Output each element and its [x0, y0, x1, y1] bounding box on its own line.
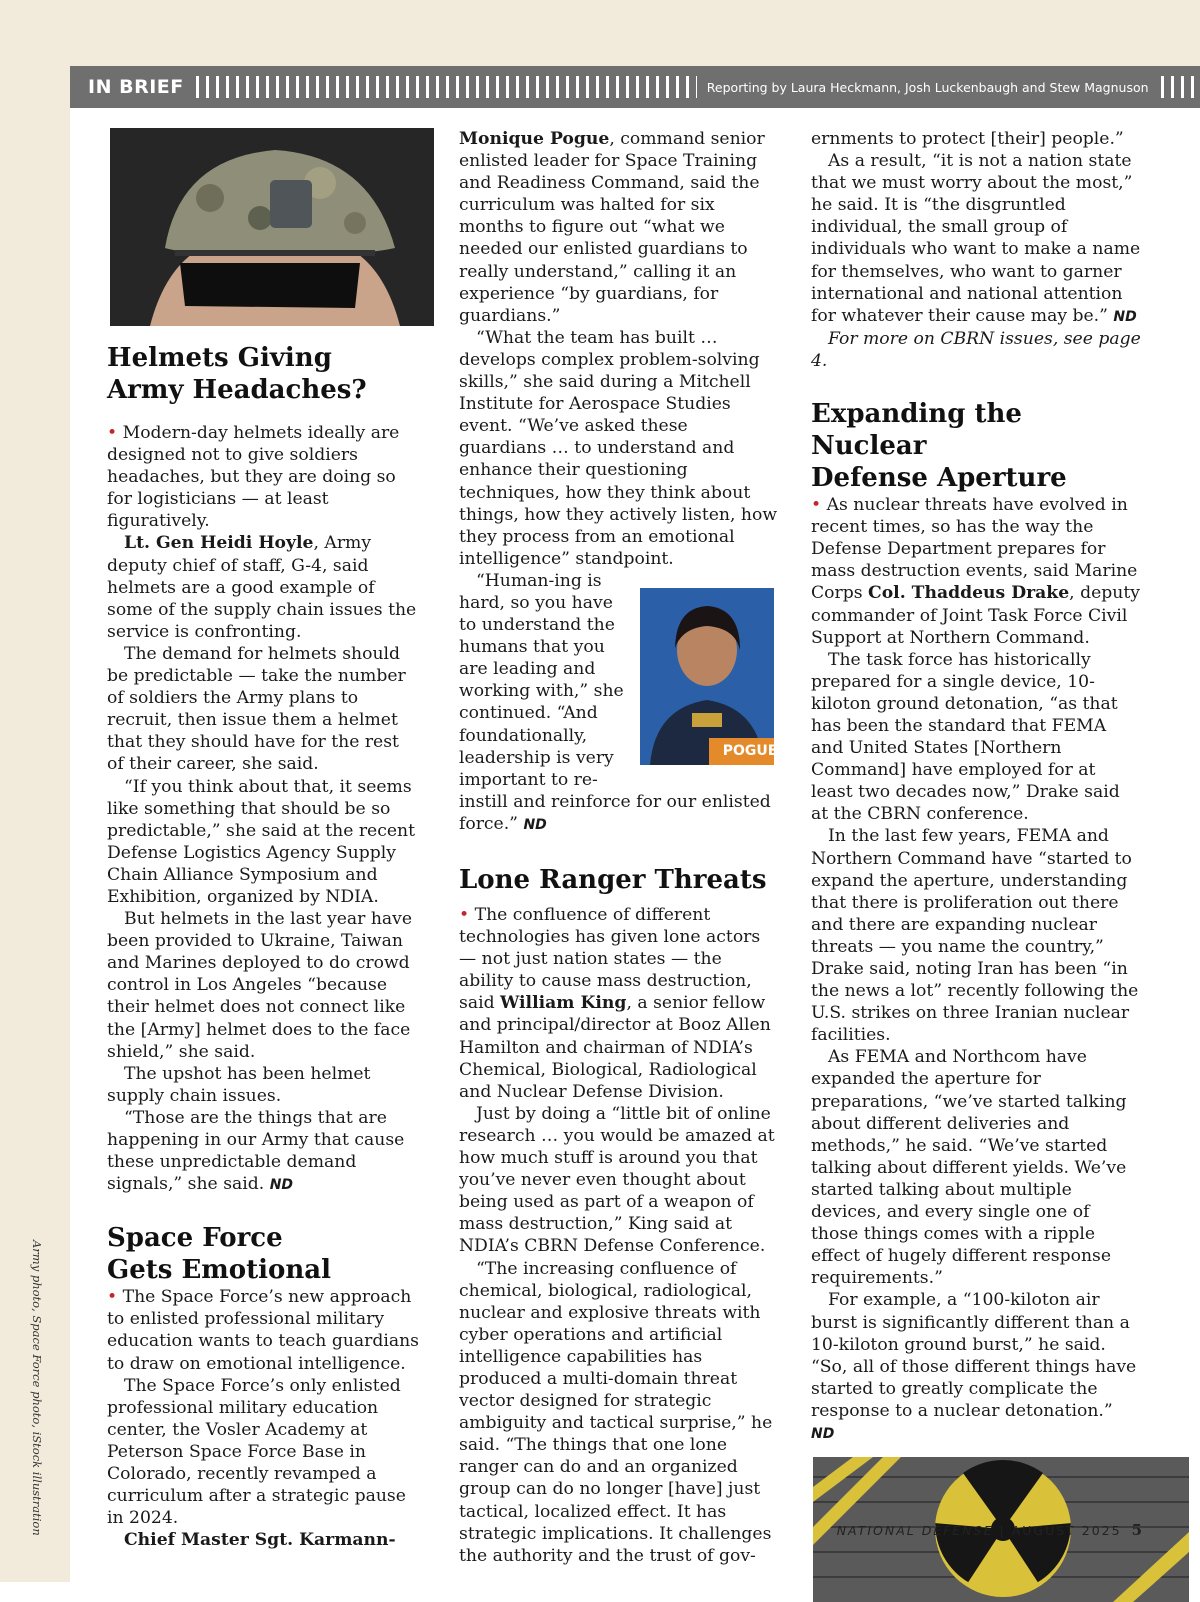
lone-ranger-p4-text: As a result, “it is not a nation state that we must worry about the most,” he said. It is “the disgruntled individual, the small group of individuals who want to make a name for themselves, who want to garner international and national attention for whatever their cause may be.”	[811, 151, 1141, 326]
nuclear-p1-text-a: As nuclear threats have evolved in recent times, so has the way the Defense Department prepares for mass destruction events, said Marine Corps	[811, 495, 1138, 604]
lone-ranger-p2: Just by doing a “little bit of online research … you would be amazed at how much stuff is around you that you’ve never even thought about being used as part of a weapon of mass destruction,” King said at NDIA’s CBRN Defense Conference.	[459, 1103, 775, 1257]
photo-credit-text: Army photo, Space Force photo, iStock illustration	[30, 1240, 44, 1536]
helmets-p2	[107, 532, 419, 642]
nuclear-title-line2: Defense Aperture	[811, 463, 1067, 494]
helmets-p2-text: , Army deputy chief of staff, G-4, said helmets are a good example of some of the supply chain issues the service is confronting.	[107, 533, 417, 642]
lone-ranger-p1-text-a: The confluence of different technologies has given lone actors — not just nation states — the ability to cause mass destruction, said	[459, 905, 761, 1014]
helmets-p7-text: “Those are the things that are happening in our Army that cause these unpredictable demand signals,” she said.	[107, 1107, 405, 1195]
pogue-photo	[640, 588, 778, 765]
cbrn-more-text: For more on CBRN issues, see page 4.	[811, 328, 1141, 371]
space-force-p1-text: The Space Force’s new approach to enlisted professional military education wants to teach guardians to draw on emotional intelligence.	[107, 1287, 419, 1374]
space-force-p3	[459, 128, 779, 327]
nd-mark: ND	[1113, 308, 1137, 325]
banner-ticks-end	[1161, 76, 1200, 98]
page-number: 5	[1131, 1521, 1142, 1539]
space-force-p2: The Space Force’s only enlisted professional military education center, the Vosler Academy at Peterson Space Force Base in Colorado, recently revamped a curriculum after a strategic pause in 2024.	[107, 1375, 406, 1529]
bullet-icon: •	[811, 495, 822, 516]
helmets-title-line2: Army Headaches?	[107, 375, 367, 405]
page-footer	[837, 1521, 1142, 1539]
in-brief-banner	[70, 66, 1200, 108]
nuclear-p1-text-b: , deputy commander of Joint Task Force Civil Support at Northern Command.	[811, 583, 1140, 648]
issue-date: AUGUST 2025	[1011, 1523, 1122, 1538]
space-force-title-line2: Gets Emotional	[107, 1255, 331, 1286]
space-force-p3-text: , command senior enlisted leader for Space Training and Readiness Command, said the curriculum was halted for six months to figure out “what we needed our enlisted guardians to really understand,” calling it an experience “by guardians, for guardians.”	[459, 129, 765, 326]
bullet-icon: •	[107, 1287, 118, 1308]
helmets-p4: “If you think about that, it seems like something that should be so predictable,” she said at the recent Defense Logistics Agency Supply Chain Alliance Symposium and Exhibition, organized by NDIA.	[107, 776, 415, 907]
banner-ticks	[196, 76, 697, 98]
helmets-p7	[107, 1107, 419, 1196]
lone-ranger-p1-text-b: , a senior fellow and principal/director at Booz Allen Hamilton and chairman of NDIA’s Chemical, Biological, Radiological and Nuclear Defense Division.	[459, 993, 771, 1102]
nuclear-p5	[811, 1289, 1141, 1445]
helmets-title-line1: Helmets Giving	[107, 343, 332, 373]
lone-ranger-p3-start: “The increasing confluence of chemical, biological, radiological, nuclear and explosive threats with cyber operations and artificial intelligence capabilities has produced a multi-domain threat vector designed for strategic ambiguity and tactical surprise,” he said. “The things that one lone ranger can do and an organized group can do no longer [have] just tactical, localized effect. It has strategic implications. It challenges the authority and the trust of gov-	[459, 1258, 773, 1566]
bullet-icon: •	[459, 905, 470, 925]
nuclear-p5-text: For example, a “100-kiloton air burst is significantly different than a 10-kiloton ground burst,” he said. “So, all of those different things have started to greatly complicate the response to a nuclear detonation.”	[811, 1290, 1137, 1421]
nuclear-headline	[811, 398, 1141, 494]
nuclear-title-line1: Expanding the Nuclear	[811, 399, 1022, 462]
photo-credit	[28, 1240, 46, 1536]
footer-separator: |	[999, 1523, 1006, 1538]
nd-mark: ND	[269, 1177, 294, 1194]
column-2	[459, 128, 779, 1567]
reporting-credit: Reporting by Laura Heckmann, Josh Luckenbaugh and Stew Magnuson	[706, 79, 1149, 95]
space-force-p3-start	[107, 1529, 419, 1551]
nd-mark: ND	[811, 1425, 835, 1442]
lone-ranger-p4	[811, 150, 1141, 328]
bullet-icon: •	[107, 423, 118, 443]
hoyle-name: Lt. Gen Heidi Hoyle	[124, 533, 314, 554]
helmets-p1	[107, 422, 419, 532]
column-1	[107, 128, 419, 1551]
space-force-p5-text: “Human-ing is hard, so you have to understand the humans that you are leading and working with,” she continued. “And foundationally, leadership is very important to re-instill and reinforce for our enlisted force.”	[459, 570, 771, 834]
helmets-headline	[107, 342, 419, 406]
space-force-p5	[459, 570, 779, 836]
nd-mark: ND	[523, 816, 547, 833]
nuclear-p3: In the last few years, FEMA and Northern Command have “started to expand the aperture, understanding that there is proliferation out there and there are expanding nuclear threats — you name the country,” Drake said, noting Iran has been “in the news a lot” recently following the U.S. strikes on three Iranian nuclear facilities.	[811, 826, 1139, 1046]
nuclear-p4: As FEMA and Northcom have expanded the aperture for preparations, “we’ve started talking about different deliveries and methods,” he said. “We’ve started talking about different yields. We’ve started talking about multiple devices, and every single one of those things comes with a ripple effect of hugely different response requirements.”	[811, 1047, 1127, 1289]
lone-ranger-p3-end: ernments to protect [their] people.”	[811, 129, 1124, 149]
nuclear-p1	[811, 494, 1141, 649]
cbrn-more-link[interactable]	[811, 328, 1141, 372]
helmets-p1-text: Modern-day helmets ideally are designed not to give soldiers headaches, but they are doing so for logisticians — at least figuratively.	[107, 423, 400, 532]
pogue-name-part1: Chief Master Sgt. Karmann-	[124, 1530, 396, 1551]
nuclear-p2: The task force has historically prepared for a single device, 10-kiloton ground detonation, “as that has been the standard that FEMA and United States [Northern Command] have employed for at least two decades now,” Drake said at the CBRN conference.	[811, 649, 1120, 825]
helmets-p3: The demand for helmets should be predictable — take the number of soldiers the Army plans to recruit, then issue them a helmet that they should have for the rest of their career, she said.	[107, 643, 406, 775]
section-label: IN BRIEF	[88, 76, 184, 98]
lone-ranger-p1	[459, 904, 779, 1103]
king-name: William King	[500, 993, 627, 1014]
helmets-p6: The upshot has been helmet supply chain issues.	[107, 1063, 371, 1106]
space-force-p4: “What the team has built … develops complex problem-solving skills,” she said during a Mitchell Institute for Aerospace Studies event. “We’ve asked these guardians … to understand and enhance their questioning techniques, how they think about things, how they actively listen, how they process from an emotional intelligence” standpoint.	[459, 327, 778, 569]
pogue-name-part2: Monique Pogue	[459, 129, 610, 149]
drake-name: Col. Thaddeus Drake	[868, 583, 1070, 604]
publication-name: NATIONAL DEFENSE	[836, 1523, 994, 1538]
lone-ranger-headline: Lone Ranger Threats	[459, 865, 767, 895]
space-force-p1	[107, 1286, 419, 1374]
space-force-title-line1: Space Force	[107, 1223, 283, 1254]
column-3	[811, 128, 1141, 1602]
pogue-caption: POGUE	[709, 738, 774, 765]
space-force-headline	[107, 1222, 419, 1286]
helmets-p5: But helmets in the last year have been provided to Ukraine, Taiwan and Marines deployed to do crowd control in Los Angeles “because their helmet does not connect like the [Army] helmet does to the face shield,” she said.	[107, 909, 413, 1062]
helmet-photo	[110, 128, 434, 326]
top-margin	[0, 0, 1200, 66]
